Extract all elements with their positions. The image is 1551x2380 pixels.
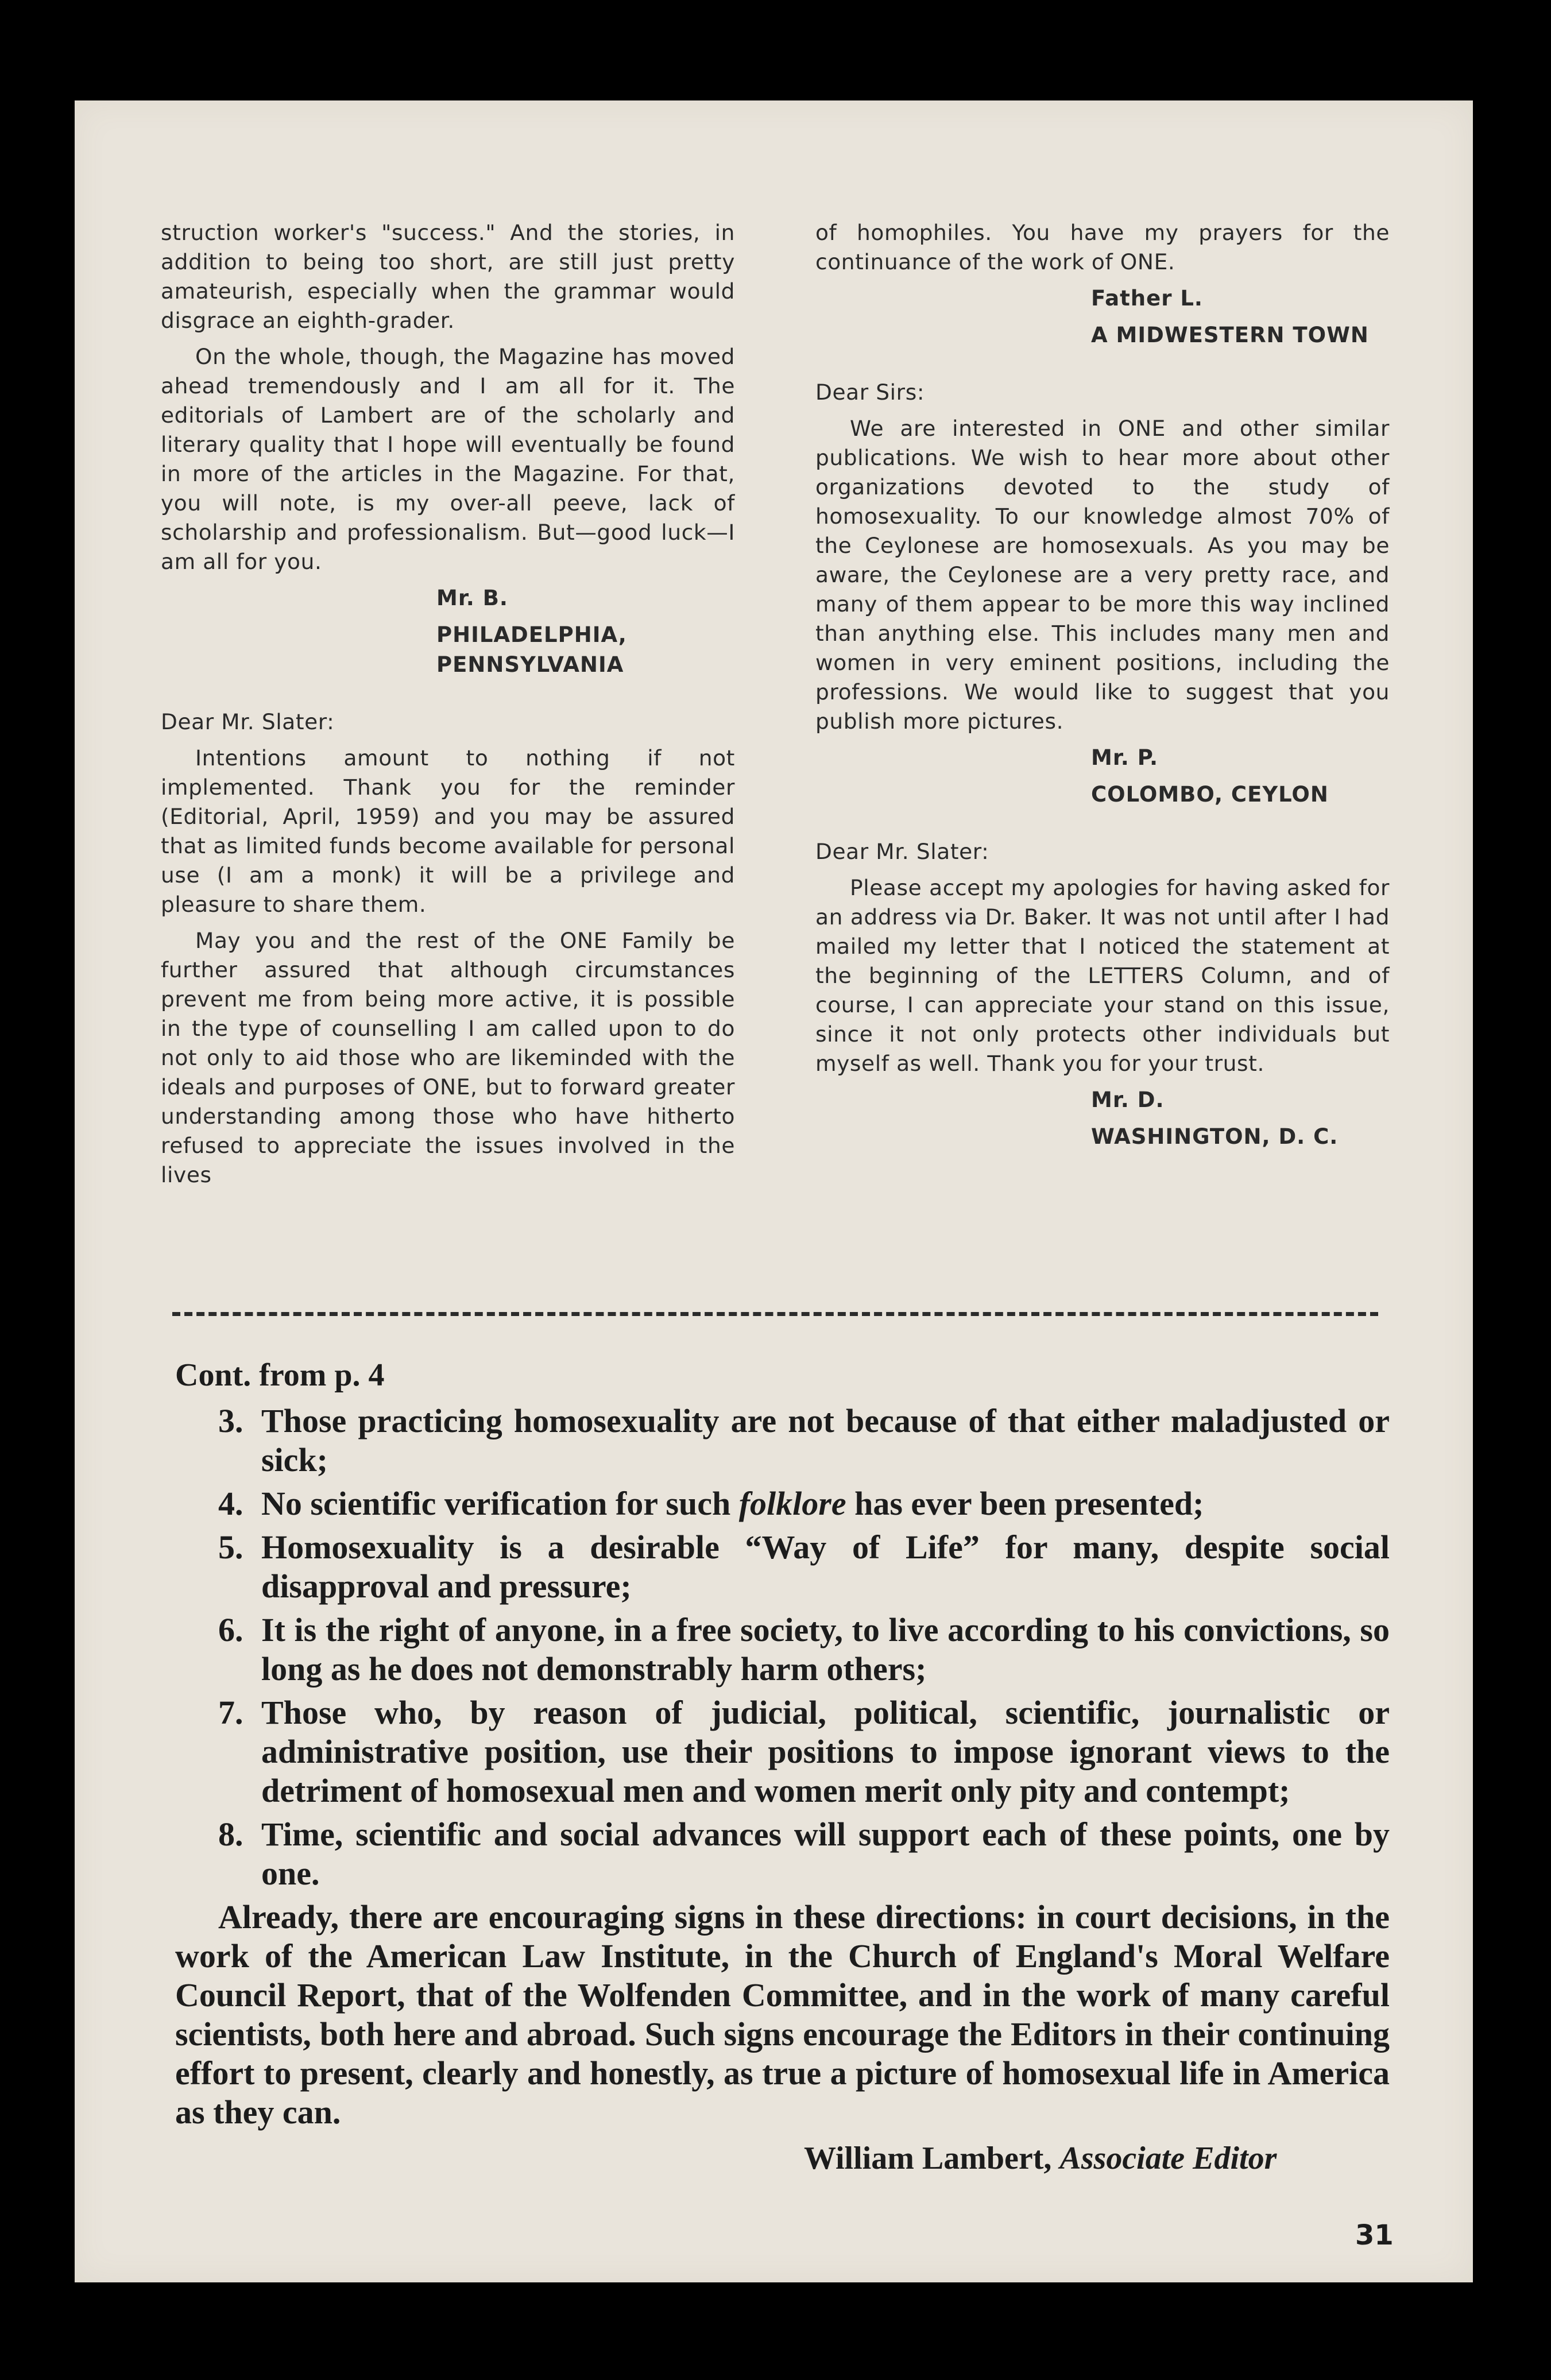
numbered-point (175, 1611, 1390, 1689)
point-number: 3. (218, 1402, 243, 1439)
numbered-point (175, 1815, 1390, 1893)
author-signature (175, 2135, 1390, 2181)
letters-right-column (815, 218, 1390, 1159)
letter-salutation: Dear Mr. Slater: (161, 709, 335, 734)
section-divider (172, 1312, 1378, 1316)
letter-paragraph: On the whole, though, the Magazine has moved ahead tremendously and I am all for it. The editorials of Lambert are of the scholarly and literary quality that I hope will eventually be found in more of the articles in the Magazine. For that, you will note, is my over-all peeve, lack of scholarship and professionalism. But—good luck—I am all for you. (161, 344, 735, 574)
letter-salutation: Dear Mr. Slater: (815, 839, 989, 864)
author-name: William Lambert, (804, 2141, 1052, 2176)
letter-paragraph: Please accept my apologies for having asked for an address via Dr. Baker. It was not until after I had mailed my letter that I noticed the statement at the beginning of the LETTERS Column, and of course, I can appreciate your stand on this issue, since it not only protects other individuals but myself as well. Thank you for your trust. (815, 875, 1390, 1076)
continuation-heading: Cont. from p. 4 (175, 1357, 385, 1393)
point-text: Homosexuality is a desirable “Way of Life” for many, despite social disapproval and pressure; (261, 1528, 1390, 1605)
letters-left-column (161, 218, 735, 1197)
letter-paragraph: struction worker's "success." And the stories, in addition to being too short, are still just pretty amateurish, especially when the grammar would disgrace an eighth-grader. (161, 220, 735, 333)
letter-signature-name: Mr. P. (1091, 745, 1159, 770)
letter-signature-name: Mr. B. (436, 586, 508, 610)
magazine-page (75, 100, 1473, 2282)
letter-salutation: Dear Sirs: (815, 380, 925, 405)
point-text: It is the right of anyone, in a free society, to live according to his convictions, so long as he does not demonstrably harm others; (261, 1611, 1390, 1688)
point-text: Time, scientific and social advances will support each of these points, one by one. (261, 1816, 1390, 1892)
point-text: No scientific verification for such (261, 1485, 739, 1522)
point-text: has ever been presented; (846, 1485, 1204, 1522)
letter-paragraph: Intentions amount to nothing if not implemented. Thank you for the reminder (Editorial, April, 1959) and you may be assured that as limited funds become available for personal use (I am a monk) it will be a privilege and pleasure to share them. (161, 745, 735, 917)
point-text: Those practicing homosexuality are not because of that either maladjusted or sick; (261, 1402, 1390, 1479)
numbered-point (175, 1528, 1390, 1606)
point-number: 5. (218, 1528, 243, 1566)
numbered-point (175, 1402, 1390, 1480)
numbered-point (175, 1484, 1390, 1523)
point-number: 7. (218, 1694, 243, 1731)
page-number: 31 (1355, 2219, 1394, 2251)
point-number: 6. (218, 1611, 243, 1648)
letter-paragraph: of homophiles. You have my prayers for the continuance of the work of ONE. (815, 220, 1390, 274)
letter-signature-place: A MIDWESTERN TOWN (1091, 323, 1369, 347)
point-text: Those who, by reason of judicial, political, scientific, journalistic or administrative position, use their positions to impose ignorant views to the detriment of homosexual men and women merit only pity and contempt; (261, 1694, 1390, 1809)
continued-article (175, 1352, 1390, 2181)
point-text-italic: folklore (738, 1485, 846, 1522)
point-number: 8. (218, 1816, 243, 1853)
letters-section (161, 218, 1390, 1280)
letter-signature-place: PHILADELPHIA, PENNSYLVANIA (436, 622, 627, 677)
letter-signature-name: Mr. D. (1091, 1088, 1165, 1112)
letter-signature-place: COLOMBO, CEYLON (1091, 782, 1329, 807)
letter-signature-name: Father L. (1091, 286, 1203, 311)
author-title: Associate Editor (1059, 2141, 1277, 2176)
numbered-point (175, 1693, 1390, 1810)
point-number: 4. (218, 1485, 243, 1522)
letter-signature-place: WASHINGTON, D. C. (1091, 1124, 1339, 1149)
closing-paragraph: Already, there are encouraging signs in these directions: in court decisions, in the work of the American Law Institute, in the Church of England's Moral Welfare Council Report, that of the Wolfenden Committee, and in the work of many careful scientists, both here and abroad. Such signs encourage the Editors in their continuing effort to present, clearly and honestly, as true a picture of homosexual life in America as they can. (175, 1898, 1390, 2131)
letter-paragraph: May you and the rest of the ONE Family be further assured that although circumstances prevent me from being more active, it is possible in the type of counselling I am called upon to do not only to aid those who are likeminded with the ideals and purposes of ONE, but to forward greater understanding among those who have hitherto refused to appreciate the issues involved in the lives (161, 928, 735, 1187)
letter-paragraph: We are interested in ONE and other similar publications. We wish to hear more about other organizations devoted to the study of homosexuality. To our knowledge almost 70% of the Ceylonese are homosexuals. As you may be aware, the Ceylonese are a very pretty race, and many of them appear to be more this way inclined than anything else. This includes many men and women in very eminent positions, including the professions. We would like to suggest that you publish more pictures. (815, 416, 1390, 734)
